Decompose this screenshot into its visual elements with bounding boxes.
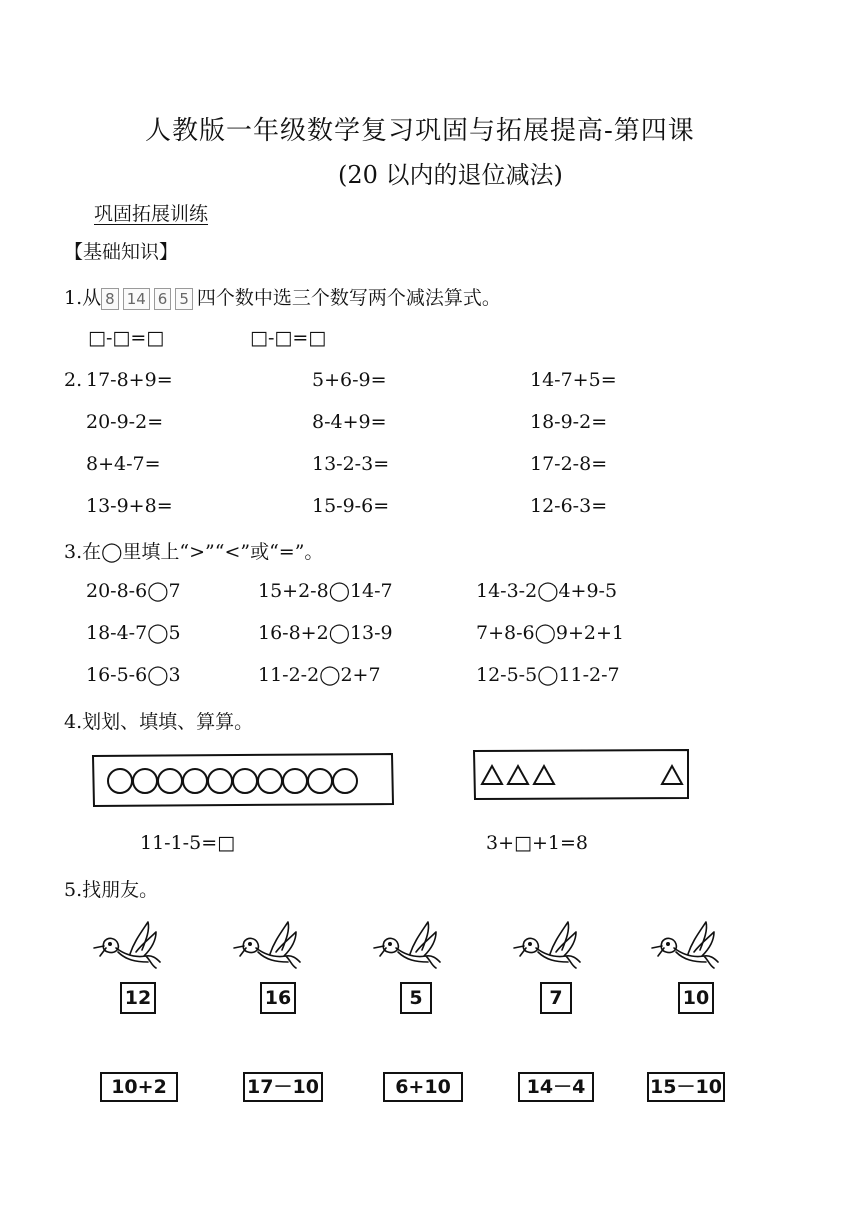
q2-expr[interactable]: 13-2-3= [312, 453, 390, 475]
q3-compare[interactable]: 11-2-2◯2+7 [258, 664, 381, 686]
section-label: 巩固拓展训练 [94, 203, 209, 225]
q1-tile-4: 5 [175, 288, 193, 310]
page-title: 人教版一年级数学复习巩固与拓展提高-第四课 [145, 116, 695, 146]
triangle-shape[interactable] [482, 766, 502, 784]
answer-card[interactable]: 6+10 [383, 1072, 463, 1102]
circle-shape[interactable] [283, 769, 307, 793]
circle-shape[interactable] [308, 769, 332, 793]
q2-expr[interactable]: 8+4-7= [86, 453, 161, 475]
bird-icon [90, 918, 166, 976]
circle-shape[interactable] [158, 769, 182, 793]
circle-shape[interactable] [208, 769, 232, 793]
answer-card[interactable]: 14－4 [518, 1072, 594, 1102]
q1-tile-1: 8 [101, 288, 119, 310]
basic-knowledge-label: 【基础知识】 [64, 241, 179, 263]
circle-shape[interactable] [233, 769, 257, 793]
bird-number-box[interactable]: 12 [120, 982, 156, 1014]
bird-number-box[interactable]: 5 [400, 982, 432, 1014]
bird-number-box[interactable]: 16 [260, 982, 296, 1014]
q3-compare[interactable]: 15+2-8◯14-7 [258, 580, 393, 602]
circle-shape[interactable] [333, 769, 357, 793]
page-subtitle: (20 以内的退位减法) [338, 161, 563, 189]
bird-number-box[interactable]: 10 [678, 982, 714, 1014]
triangle-shape[interactable] [662, 766, 682, 784]
q3-compare[interactable]: 14-3-2◯4+9-5 [476, 580, 618, 602]
bird-icon [230, 918, 306, 976]
triangles-frame [472, 748, 692, 802]
q4-equation-right[interactable]: 3+□+1=8 [486, 832, 588, 854]
q2-expr[interactable]: 14-7+5= [530, 369, 617, 391]
q3-compare[interactable]: 12-5-5◯11-2-7 [476, 664, 620, 686]
circle-shape[interactable] [108, 769, 132, 793]
answer-card[interactable]: 17－10 [243, 1072, 323, 1102]
q1-blank-equation-a[interactable]: □-□=□ [88, 327, 165, 349]
q2-expr[interactable]: 18-9-2= [530, 411, 608, 433]
q2-expr[interactable]: 17-8+9= [86, 369, 173, 391]
bird-icon [648, 918, 724, 976]
q1-suffix: 四个数中选三个数写两个减法算式。 [196, 287, 501, 309]
q3-compare[interactable]: 16-8+2◯13-9 [258, 622, 393, 644]
q1-line [64, 283, 501, 310]
q1-prefix: 1.从 [64, 287, 102, 309]
q3-prompt: 3.在◯里填上“>”“<”或“=”。 [64, 541, 324, 563]
triangle-shape[interactable] [534, 766, 554, 784]
q1-tile-2: 14 [123, 288, 150, 310]
circle-shape[interactable] [133, 769, 157, 793]
bird-icon [510, 918, 586, 976]
q2-expr[interactable]: 17-2-8= [530, 453, 608, 475]
q4-prompt: 4.划划、填填、算算。 [64, 711, 254, 733]
q2-label: 2. [64, 369, 83, 391]
q2-expr[interactable]: 13-9+8= [86, 495, 173, 517]
answer-card[interactable]: 15－10 [647, 1072, 725, 1102]
q2-expr[interactable]: 12-6-3= [530, 495, 608, 517]
q3-compare[interactable]: 7+8-6◯9+2+1 [476, 622, 624, 644]
circle-shape[interactable] [258, 769, 282, 793]
q2-expr[interactable]: 15-9-6= [312, 495, 390, 517]
q1-blank-equation-b[interactable]: □-□=□ [250, 327, 327, 349]
answer-card[interactable]: 10+2 [100, 1072, 178, 1102]
q2-expr[interactable]: 8-4+9= [312, 411, 387, 433]
circles-frame [90, 752, 396, 808]
bird-icon [370, 918, 446, 976]
bird-number-box[interactable]: 7 [540, 982, 572, 1014]
triangle-shape[interactable] [508, 766, 528, 784]
q3-compare[interactable]: 18-4-7◯5 [86, 622, 181, 644]
q3-compare[interactable]: 16-5-6◯3 [86, 664, 181, 686]
q4-equation-left[interactable]: 11-1-5=□ [140, 832, 236, 854]
q5-prompt: 5.找朋友。 [64, 879, 159, 901]
circle-shape[interactable] [183, 769, 207, 793]
q1-tile-3: 6 [154, 288, 172, 310]
q3-compare[interactable]: 20-8-6◯7 [86, 580, 181, 602]
q2-expr[interactable]: 20-9-2= [86, 411, 164, 433]
q2-expr[interactable]: 5+6-9= [312, 369, 387, 391]
